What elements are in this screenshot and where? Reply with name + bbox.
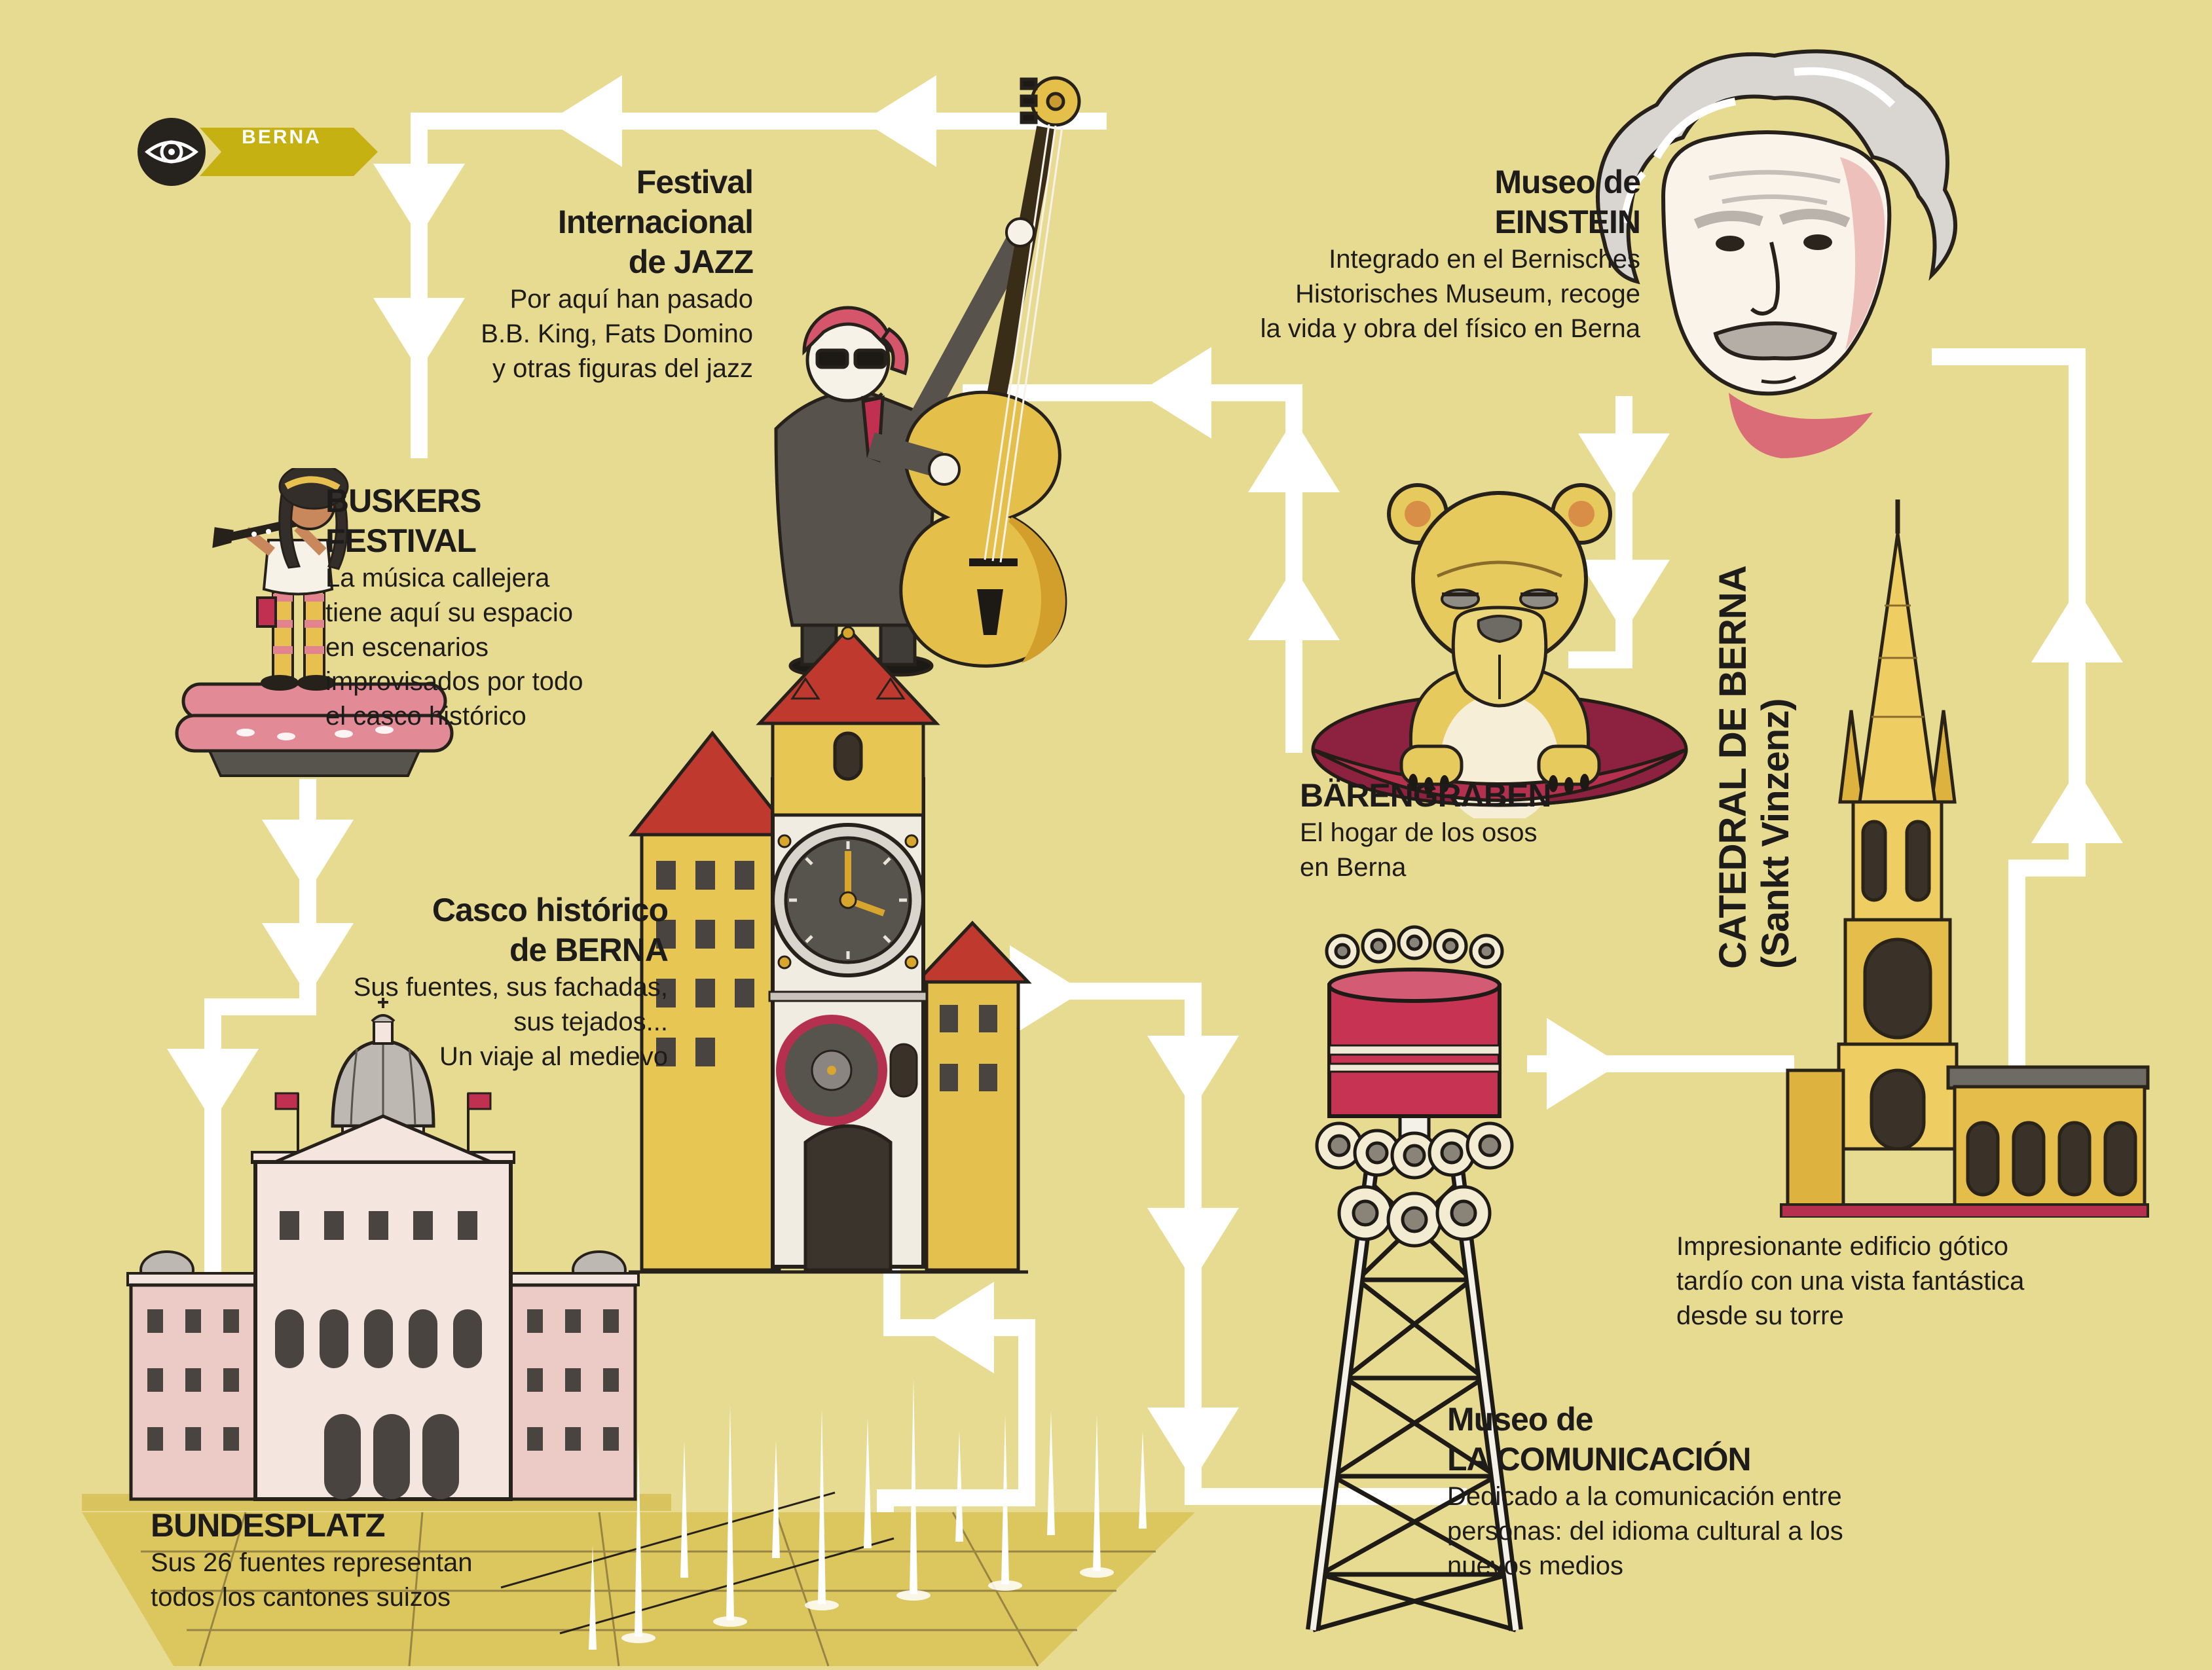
stop-buskers-body-line: La música callejera	[325, 564, 550, 592]
badge-label: BERNA	[242, 126, 322, 148]
stop-comunicacion-title-line: LA COMUNICACIÓN	[1447, 1441, 1751, 1478]
stop-buskers-body-line: en escenarios	[325, 632, 489, 662]
stop-bundesplatz-title: BUNDESPLATZ	[151, 1507, 385, 1544]
stop-buskers-body-line: improvisados por todo	[325, 667, 583, 697]
stop-jazz-body-line: Por aquí han pasado	[509, 285, 753, 314]
stop-comunicacion-body-line: personas: del idioma cultural a los	[1447, 1516, 1843, 1546]
stop-casco-body-line: Sus fuentes, sus fachadas,	[353, 973, 668, 1002]
stop-casco-title-line: de BERNA	[509, 932, 668, 968]
stop-catedral-body-line: desde su torre	[1676, 1301, 1844, 1330]
stop-buskers-body-line: el casco histórico	[325, 702, 526, 731]
stop-bundesplatz-text	[151, 1506, 622, 1615]
stop-buskers-title-line: BUSKERS	[325, 482, 481, 519]
stop-catedral-title	[1712, 504, 1797, 969]
stop-jazz-title-line: Festival	[636, 164, 753, 200]
stop-buskers-body-line: tiene aquí su espacio	[325, 598, 574, 627]
gothic-cathedral-illustration	[1761, 494, 2154, 1218]
stop-casco-body-line: sus tejados...	[513, 1007, 668, 1036]
stop-jazz-title-line: de JAZZ	[628, 244, 753, 280]
stop-einstein-title-line: Museo de	[1494, 164, 1640, 200]
stop-casco-body-line: Un viaje al medievo	[439, 1042, 668, 1071]
stop-catedral-title-line: CATEDRAL DE BERNA	[1712, 566, 1754, 969]
stop-bundesplatz-body-line: Sus 26 fuentes representan	[151, 1548, 473, 1577]
stop-catedral-body-line: Impresionante edificio gótico	[1676, 1232, 2008, 1261]
stop-catedral-title-line: (Sankt Vinzenz)	[1754, 699, 1797, 969]
stop-barengraben-text	[1300, 776, 1706, 885]
stop-jazz-body-line: y otras figuras del jazz	[492, 354, 753, 383]
stop-jazz-text	[399, 162, 753, 386]
stop-einstein-text	[1218, 162, 1640, 346]
stop-comunicacion-title-line: Museo de	[1447, 1401, 1593, 1438]
stop-einstein-title-line: EINSTEIN	[1494, 204, 1640, 240]
stop-einstein-body-line: Integrado en el Bernisches	[1329, 245, 1640, 274]
stop-buskers-title-line: FESTIVAL	[325, 522, 476, 559]
double-bass-player-illustration	[714, 36, 1133, 678]
stop-buskers-text	[325, 481, 692, 734]
stop-barengraben-title: BÄRENGRABEN	[1300, 777, 1551, 814]
stop-catedral-body-line: tardío con una vista fantástica	[1676, 1266, 2025, 1296]
stop-jazz-body-line: B.B. King, Fats Domino	[481, 319, 753, 348]
stop-barengraben-body-line: El hogar de los osos	[1300, 818, 1538, 847]
stop-comunicacion-body-line: nuevos medios	[1447, 1551, 1624, 1580]
stop-comunicacion-body-line: Dedicado a la comunicación entre	[1447, 1482, 1842, 1511]
stop-casco-title-line: Casco histórico	[432, 892, 668, 928]
stop-catedral-description	[1676, 1229, 2122, 1333]
stop-casco-text	[288, 890, 668, 1074]
stop-jazz-title-line: Internacional	[557, 204, 753, 240]
stop-comunicacion-text	[1447, 1400, 1919, 1583]
stop-barengraben-body-line: en Berna	[1300, 852, 1407, 882]
bear-in-pit-illustration	[1303, 452, 1696, 818]
stop-einstein-body-line: la vida y obra del físico en Berna	[1260, 314, 1640, 343]
stop-einstein-body-line: Historisches Museum, recoge	[1295, 279, 1640, 308]
stop-bundesplatz-body-line: todos los cantones suizos	[151, 1582, 451, 1612]
